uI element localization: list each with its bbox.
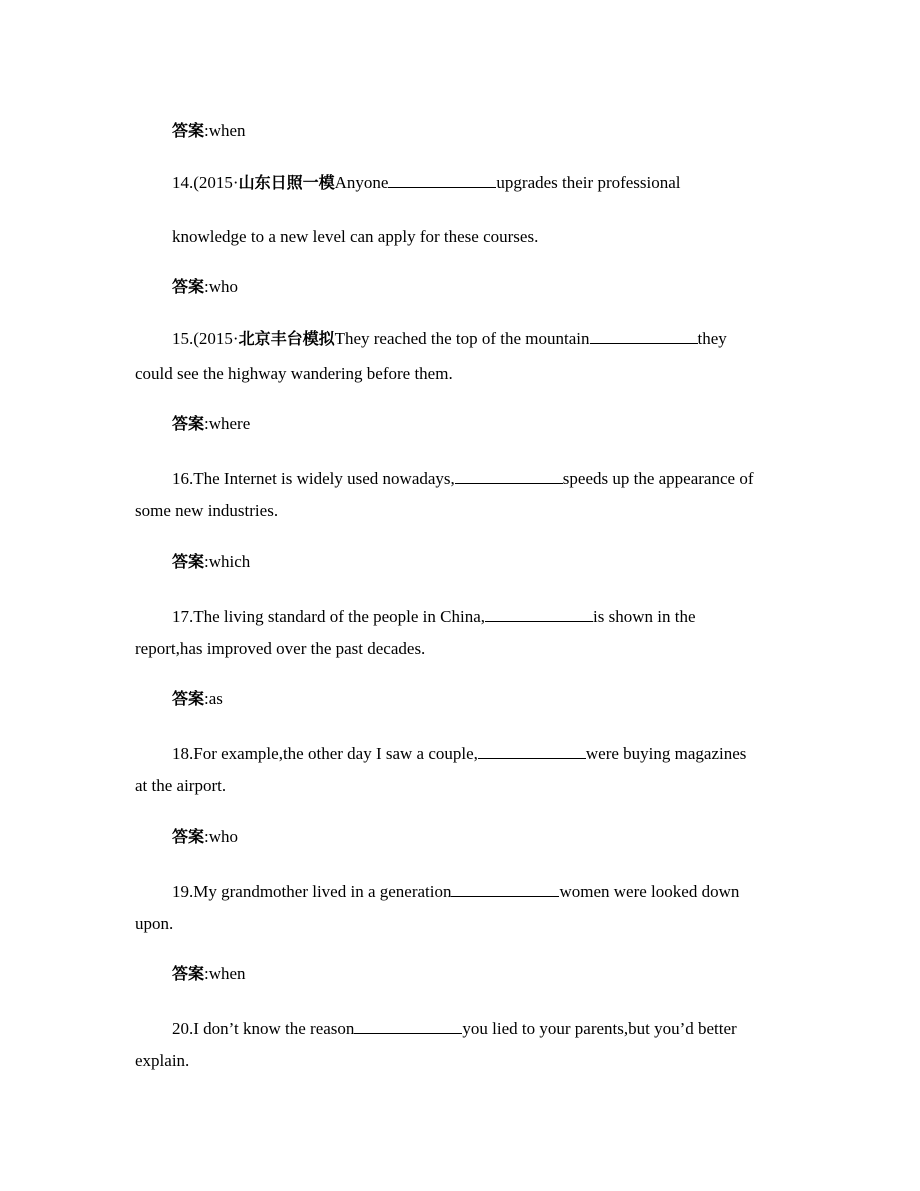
answer-text: :which	[204, 552, 251, 571]
question-number: 14.(2015·	[172, 173, 239, 192]
question-20-line-2	[135, 1051, 189, 1071]
answer-19	[172, 964, 246, 984]
question-text: 20.I don’t know the reason	[172, 1019, 355, 1038]
answer-text: :as	[204, 689, 223, 708]
question-14-line-2	[172, 227, 538, 247]
answer-text: :where	[204, 414, 251, 433]
answer-label: 答案	[172, 552, 205, 571]
question-text: upgrades their professional	[496, 173, 681, 192]
question-19-line-1	[172, 880, 739, 902]
question-16-line-1	[172, 467, 753, 489]
question-19-line-2	[135, 914, 173, 934]
blank	[485, 605, 593, 622]
answer-13	[172, 121, 246, 141]
question-text: They reached the top of the mountain	[334, 329, 590, 348]
question-source: 山东日照一模	[238, 173, 335, 192]
question-15-line-2	[135, 364, 453, 384]
question-18-line-2	[135, 776, 226, 796]
question-14-line-1	[172, 171, 681, 193]
question-text: 16.The Internet is widely used nowadays,	[172, 469, 455, 488]
question-text: at the airport.	[135, 776, 227, 795]
question-text: were buying magazines	[585, 744, 747, 763]
question-text: upon.	[135, 914, 174, 933]
answer-16	[172, 552, 250, 572]
question-text: knowledge to a new level can apply for these courses.	[172, 227, 539, 246]
answer-15	[172, 414, 250, 434]
answer-label: 答案	[172, 689, 205, 708]
blank	[451, 880, 559, 897]
question-17-line-1	[172, 605, 696, 627]
answer-text: :when	[204, 121, 246, 140]
question-text: could see the highway wandering before them.	[135, 364, 453, 383]
answer-text: :who	[204, 277, 239, 296]
question-text: 19.My grandmother lived in a generation	[172, 882, 452, 901]
blank	[590, 327, 698, 344]
question-text: report,has improved over the past decades.	[135, 639, 426, 658]
answer-label: 答案	[172, 277, 205, 296]
question-15-line-1	[172, 327, 727, 349]
answer-label: 答案	[172, 414, 205, 433]
answer-text: :when	[204, 964, 246, 983]
question-text: 17.The living standard of the people in China,	[172, 607, 486, 626]
question-17-line-2	[135, 639, 425, 659]
answer-text: :who	[204, 827, 239, 846]
blank	[354, 1017, 462, 1034]
question-number: 15.(2015·	[172, 329, 239, 348]
question-text: is shown in the	[593, 607, 696, 626]
answer-label: 答案	[172, 121, 205, 140]
question-text: some new industries.	[135, 501, 279, 520]
question-source: 北京丰台模拟	[238, 329, 335, 348]
answer-label: 答案	[172, 827, 205, 846]
answer-label: 答案	[172, 964, 205, 983]
question-text: Anyone	[334, 173, 389, 192]
question-20-line-1	[172, 1017, 737, 1039]
blank	[388, 171, 496, 188]
question-text: 18.For example,the other day I saw a couple,	[172, 744, 478, 763]
question-text: you lied to your parents,but you’d better	[462, 1019, 737, 1038]
question-text: women were looked down	[559, 882, 740, 901]
question-18-line-1	[172, 742, 746, 764]
blank	[455, 467, 563, 484]
question-text: speeds up the appearance of	[562, 469, 754, 488]
question-text: they	[697, 329, 727, 348]
answer-18	[172, 827, 238, 847]
answer-14	[172, 277, 238, 297]
question-16-line-2	[135, 501, 278, 521]
blank	[478, 742, 586, 759]
answer-17	[172, 689, 223, 709]
question-text: explain.	[135, 1051, 190, 1070]
